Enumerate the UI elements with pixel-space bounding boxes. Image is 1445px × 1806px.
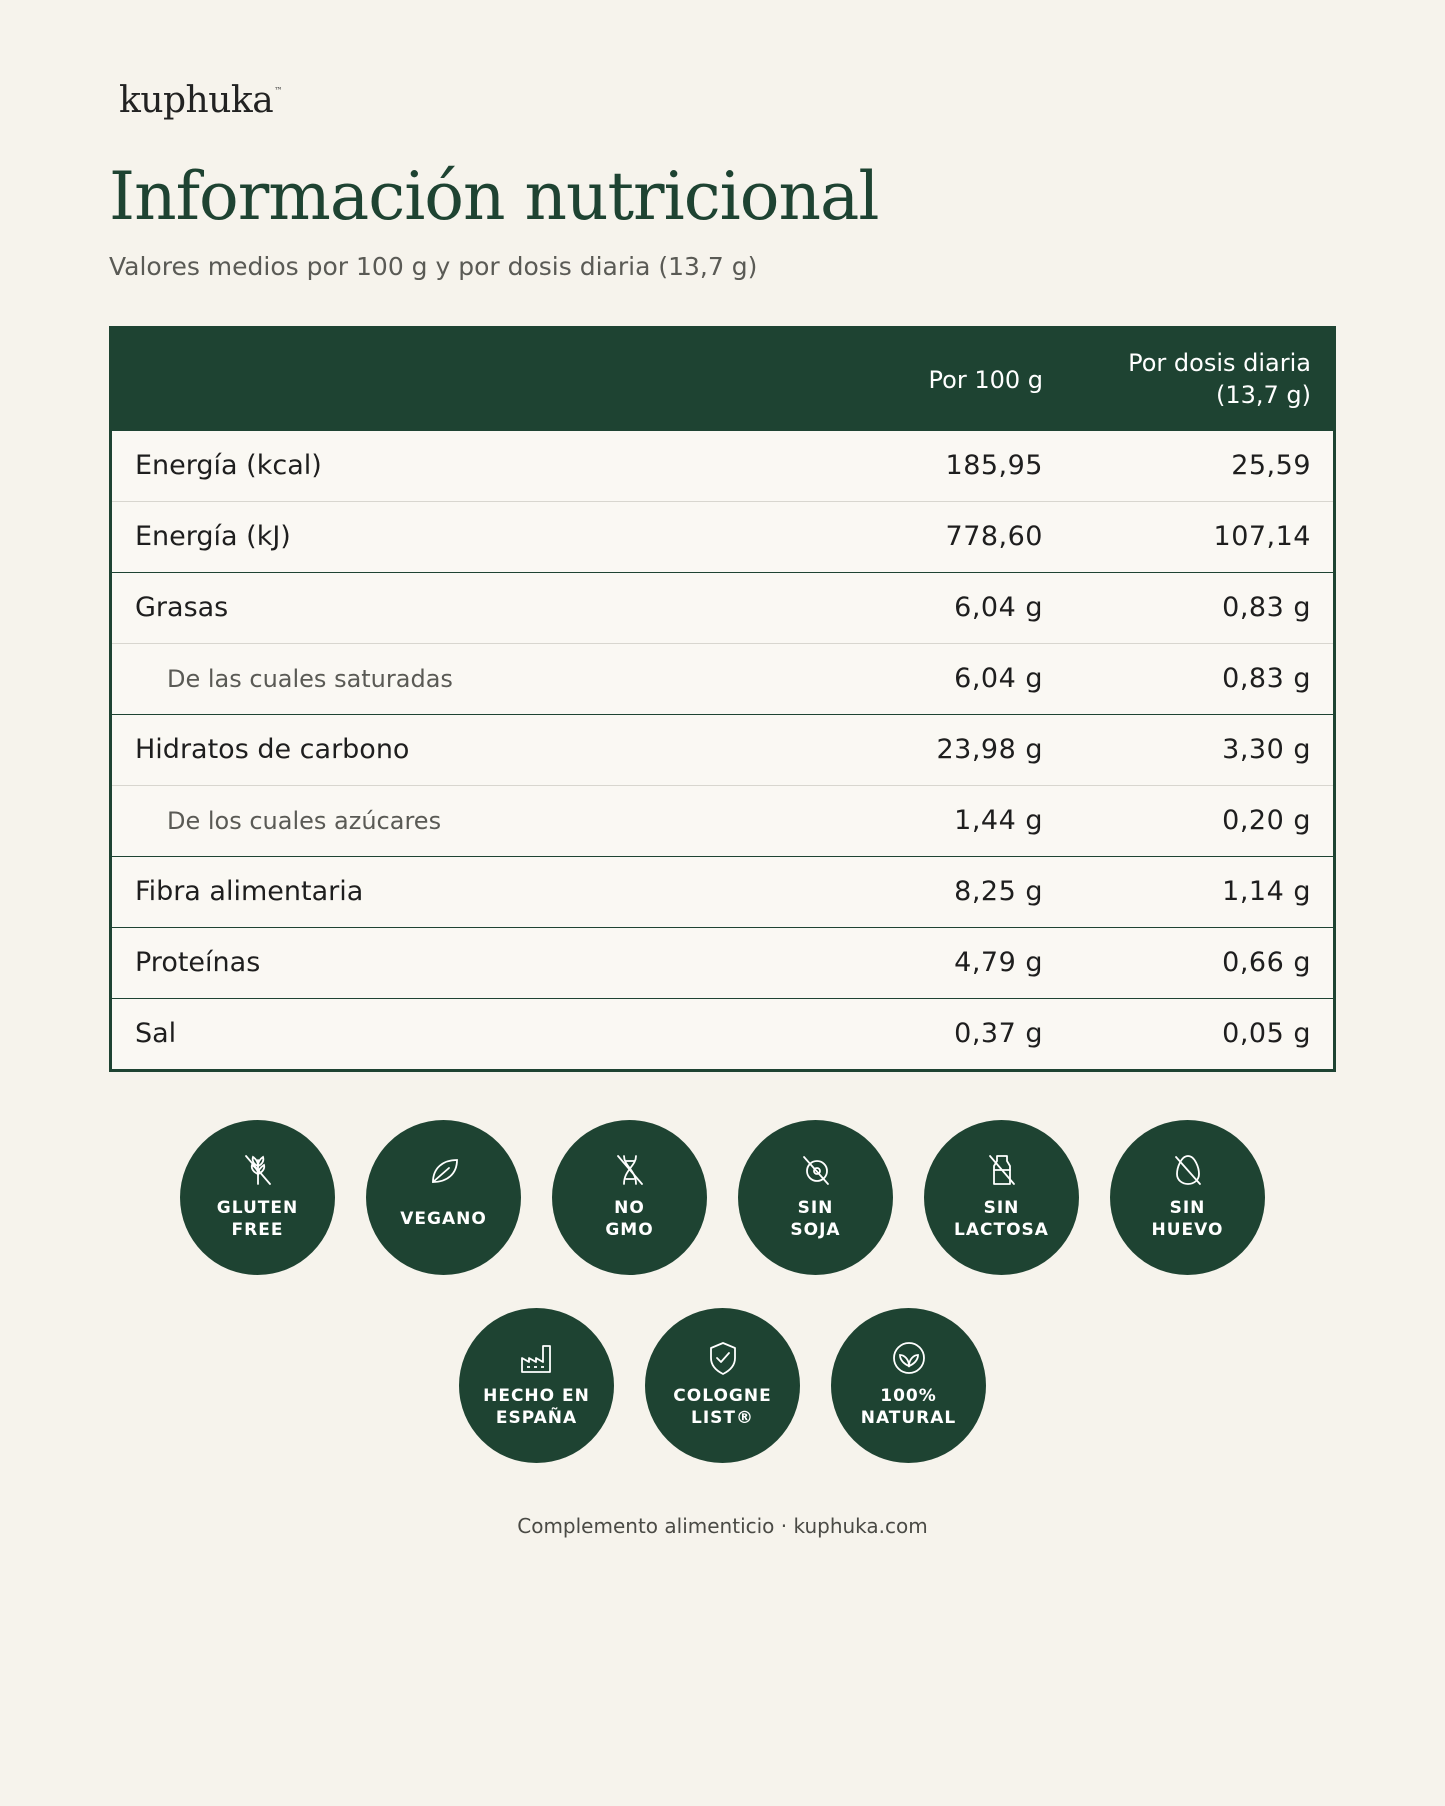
row-value-100g: 6,04 g xyxy=(954,663,1043,694)
badge-label-line2: FREE xyxy=(231,1220,284,1240)
row-value-100g: 0,37 g xyxy=(954,1018,1043,1049)
table-row xyxy=(112,431,1333,501)
table-header xyxy=(112,329,1333,431)
row-value-dosis: 1,14 g xyxy=(1222,876,1311,907)
row-value-dosis: 0,83 g xyxy=(1222,592,1311,623)
row-value-dosis: 0,66 g xyxy=(1222,947,1311,978)
badge-label-line1: SIN xyxy=(1169,1198,1206,1218)
milk-crossed-icon xyxy=(924,1152,1079,1188)
page-footer: Complemento alimenticio · kuphuka.com xyxy=(517,1514,928,1538)
badge-label-line2: LIST® xyxy=(691,1408,754,1428)
nutrition-table xyxy=(109,326,1336,1072)
egg-crossed-icon xyxy=(1110,1152,1265,1188)
table-row xyxy=(112,927,1333,998)
natural-leaf-icon xyxy=(831,1340,986,1376)
badge-label-line2: ESPAÑA xyxy=(495,1408,578,1428)
table-row xyxy=(112,856,1333,927)
col-header-100g: Por 100 g xyxy=(928,366,1043,394)
table-row xyxy=(112,572,1333,643)
badge-label-line1: GLUTEN xyxy=(216,1198,299,1218)
row-value-dosis: 107,14 xyxy=(1213,521,1311,552)
row-label: Fibra alimentaria xyxy=(135,876,364,907)
row-value-100g: 1,44 g xyxy=(954,805,1043,836)
table-row xyxy=(112,998,1333,1069)
row-label: Proteínas xyxy=(135,947,261,978)
row-value-100g: 185,95 xyxy=(945,450,1043,481)
row-value-100g: 4,79 g xyxy=(954,947,1043,978)
badge-100-natural xyxy=(831,1308,986,1463)
row-label: Energía (kcal) xyxy=(135,450,322,481)
badge-label-line1: 100% xyxy=(880,1386,937,1406)
factory-icon xyxy=(459,1340,614,1376)
table-row xyxy=(112,643,1333,714)
dna-crossed-icon xyxy=(552,1152,707,1188)
logo-text: kuphuka xyxy=(119,80,274,121)
row-value-100g: 8,25 g xyxy=(954,876,1043,907)
logo-tm: ™ xyxy=(274,86,282,95)
col-header-dosis-line1: Por dosis diaria xyxy=(1128,349,1311,377)
leaf-icon xyxy=(366,1152,521,1188)
row-label: Grasas xyxy=(135,592,229,623)
wheat-crossed-icon xyxy=(180,1152,335,1188)
brand-logo xyxy=(119,80,282,121)
table-row xyxy=(112,501,1333,572)
badge-label-line1: HECHO EN xyxy=(483,1386,590,1406)
badge-sin-huevo xyxy=(1110,1120,1265,1275)
row-label: De las cuales saturadas xyxy=(167,665,453,693)
badge-label-line1: COLOGNE xyxy=(673,1386,772,1406)
badge-label-line1: SIN xyxy=(797,1198,834,1218)
row-value-dosis: 25,59 xyxy=(1231,450,1311,481)
badge-vegano xyxy=(366,1120,521,1275)
table-row xyxy=(112,785,1333,856)
row-label: Energía (kJ) xyxy=(135,521,291,552)
page-subtitle: Valores medios por 100 g y por dosis diaria (13,7 g) xyxy=(109,252,758,281)
badge-cologne-list xyxy=(645,1308,800,1463)
row-label: Sal xyxy=(135,1018,177,1049)
badge-label-line2: SOJA xyxy=(790,1220,841,1240)
shield-check-icon xyxy=(645,1340,800,1376)
badge-label-line2: NATURAL xyxy=(860,1408,957,1428)
col-header-dosis xyxy=(1011,347,1311,411)
row-label: De los cuales azúcares xyxy=(167,807,442,835)
badge-hecho-en-espana xyxy=(459,1308,614,1463)
badge-label-line2: GMO xyxy=(605,1220,654,1240)
badge-gluten-free xyxy=(180,1120,335,1275)
badge-sin-soja xyxy=(738,1120,893,1275)
row-value-100g: 23,98 g xyxy=(936,734,1043,765)
badge-no-gmo xyxy=(552,1120,707,1275)
badge-label-line1: SIN xyxy=(983,1198,1020,1218)
row-value-100g: 778,60 xyxy=(945,521,1043,552)
badge-label-line1: VEGANO xyxy=(400,1209,487,1229)
badge-label-line2: HUEVO xyxy=(1151,1220,1224,1240)
row-value-dosis: 0,05 g xyxy=(1222,1018,1311,1049)
col-header-dosis-line2: (13,7 g) xyxy=(1215,381,1311,409)
badge-label-line2: LACTOSA xyxy=(954,1220,1049,1240)
page-title: Información nutricional xyxy=(109,158,879,235)
row-value-dosis: 0,83 g xyxy=(1222,663,1311,694)
badge-label-line1: NO xyxy=(614,1198,645,1218)
badge-sin-lactosa xyxy=(924,1120,1079,1275)
table-row xyxy=(112,714,1333,785)
row-label: Hidratos de carbono xyxy=(135,734,410,765)
row-value-100g: 6,04 g xyxy=(954,592,1043,623)
row-value-dosis: 3,30 g xyxy=(1222,734,1311,765)
soy-crossed-icon xyxy=(738,1152,893,1188)
row-value-dosis: 0,20 g xyxy=(1222,805,1311,836)
